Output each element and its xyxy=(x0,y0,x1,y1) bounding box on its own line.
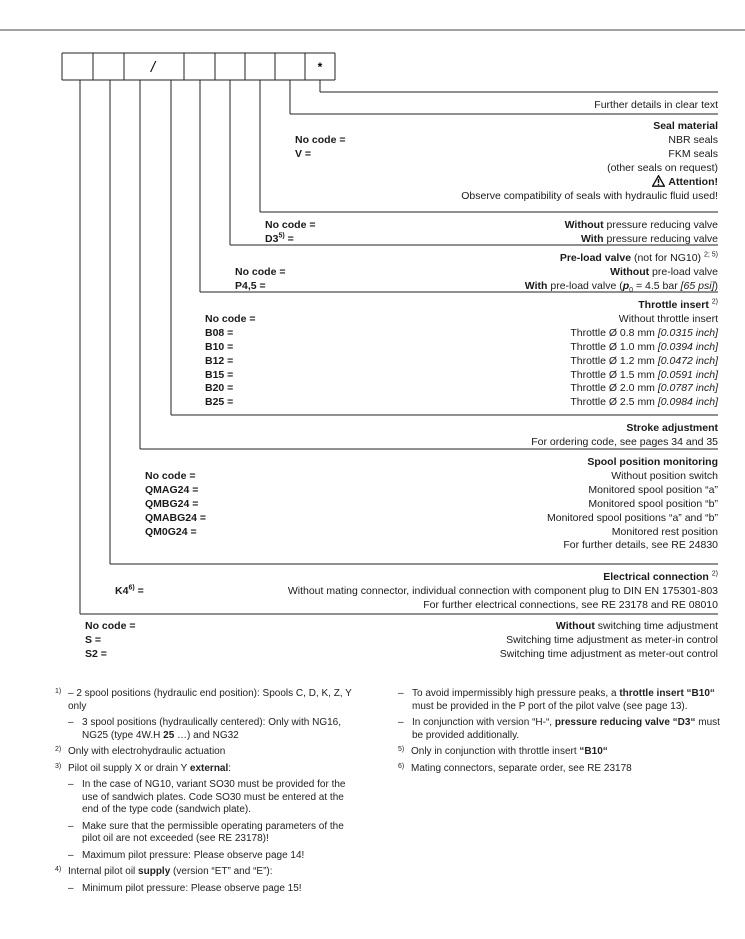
code-electrical-0: $K4^{6)}$ = xyxy=(115,584,144,597)
code-throttle-1: B08 = xyxy=(205,326,234,339)
footnotes-left xyxy=(55,688,355,899)
desc-seal-2: (other seals on request) xyxy=(607,161,718,174)
code-prv-0: No code = xyxy=(265,219,316,231)
code-star: * xyxy=(317,60,323,74)
desc-throttle-4: Throttle Ø 1.5 mm [0.0591 inch] xyxy=(570,368,718,381)
desc-preload-0: Without pre-load valve xyxy=(610,265,718,278)
footnotes-right xyxy=(398,688,723,779)
footnote-4: 4) Internal pilot oil supply (version “ET” and “E”): xyxy=(55,866,273,877)
code-throttle-2: B10 = xyxy=(205,340,234,353)
code-spool-4: QM0G24 = xyxy=(145,525,197,538)
desc-spool-0: Without position switch xyxy=(611,469,718,482)
desc-throttle-3: Throttle Ø 1.2 mm [0.0472 inch] xyxy=(570,354,718,367)
desc-prv-0: Without pressure reducing valve xyxy=(564,219,718,231)
footnote-item: – In conjunction with version “H-“, pressure reducing valve “D3“ must be provided additionally. xyxy=(398,717,720,741)
code-preload-1: P4,5 = xyxy=(235,279,266,292)
footnote-marker: 2) xyxy=(55,746,62,753)
footnote-3: 3) Pilot oil supply X or drain Y external: xyxy=(55,762,232,774)
footnote-marker: 1) xyxy=(55,688,62,695)
desc-spool-4: Monitored rest position xyxy=(611,525,718,538)
section-title-preload: Pre-load valve (not for NG10) $^{2; 5)}$ xyxy=(559,251,718,264)
footnote-item: – In the case of NG10, variant SO30 must be provided for the use of sandwich plates. Code SO30 must be entered at the end of the type code (sandwich plate). xyxy=(68,779,346,815)
code-spool-1: QMAG24 = xyxy=(145,483,199,496)
section-title-spool: Spool position monitoring xyxy=(587,456,718,468)
desc-switching-2: Switching time adjustment as meter-out control xyxy=(499,647,718,660)
warning-icon xyxy=(652,175,665,187)
code-preload-0: No code = xyxy=(235,265,286,278)
footnote-2: 2) Only with electrohydraulic actuation xyxy=(55,746,226,757)
footnote-item: – Make sure that the permissible operating parameters of the pilot oil are not exceeded (see RE 23178)! xyxy=(68,820,344,844)
desc-switching-0: Without switching time adjustment xyxy=(555,620,718,632)
footnote-marker: 3) xyxy=(55,762,62,770)
footnote-item: – To avoid impermissibly high pressure peaks, a throttle insert “B10“ must be provided in the P port of the pilot valve (see page 13). xyxy=(398,688,715,712)
footnote-marker: 6) xyxy=(398,762,405,770)
code-slash: / xyxy=(150,59,156,76)
desc-seal-0: NBR seals xyxy=(668,133,718,146)
footnote-5: 5) Only in conjunction with throttle insert “B10“ xyxy=(398,746,608,757)
desc-throttle-0: Without throttle insert xyxy=(618,312,718,325)
desc-electrical-0: Without mating connector, individual connection with component plug to DIN EN 175301-803 xyxy=(287,584,718,597)
desc-details-0: Further details in clear text xyxy=(594,99,718,111)
code-spool-3: QMABG24 = xyxy=(145,511,206,524)
desc-spool-1: Monitored spool position “a” xyxy=(588,483,718,496)
section-title-electrical: Electrical connection $^{2)}$ xyxy=(603,570,718,583)
desc-switching-1: Switching time adjustment as meter-in control xyxy=(506,633,718,646)
desc-throttle-1: Throttle Ø 0.8 mm [0.0315 inch] xyxy=(570,326,718,339)
footnote-marker: 5) xyxy=(398,746,405,753)
desc-seal-4: Observe compatibility of seals with hydraulic fluid used! xyxy=(461,189,718,202)
desc-electrical-1: For further electrical connections, see RE 23178 and RE 08010 xyxy=(423,598,718,611)
code-throttle-3: B12 = xyxy=(205,354,234,367)
footnote-marker: 4) xyxy=(55,866,62,873)
footnote-item: – 3 spool positions (hydraulically centered): Only with NG16, NG25 (type 4W.H 25 …) and NG32 xyxy=(68,717,342,741)
code-spool-2: QMBG24 = xyxy=(145,497,199,510)
code-switching-0: No code = xyxy=(85,620,136,632)
desc-stroke-0: For ordering code, see pages 34 and 35 xyxy=(531,435,718,448)
desc-throttle-2: Throttle Ø 1.0 mm [0.0394 inch] xyxy=(570,340,718,353)
footnote-item: – Minimum pilot pressure: Please observe page 15! xyxy=(68,882,302,894)
section-title-seal: Seal material xyxy=(653,120,718,132)
desc-seal-3: Attention! xyxy=(652,175,718,189)
code-box xyxy=(62,53,335,80)
code-throttle-0: No code = xyxy=(205,312,256,325)
code-switching-1: S = xyxy=(85,633,102,646)
section-title-stroke: Stroke adjustment xyxy=(626,422,718,434)
desc-spool-5: For further details, see RE 24830 xyxy=(563,539,718,552)
code-throttle-4: B15 = xyxy=(205,368,234,381)
desc-throttle-6: Throttle Ø 2.5 mm [0.0984 inch] xyxy=(570,396,718,409)
code-prv-1: $D3^{5)}$ = xyxy=(265,232,294,245)
code-throttle-6: B25 = xyxy=(205,396,234,409)
code-throttle-5: B20 = xyxy=(205,382,234,395)
code-seal-0: No code = xyxy=(295,133,346,146)
desc-throttle-5: Throttle Ø 2.0 mm [0.0787 inch] xyxy=(570,382,718,395)
desc-spool-2: Monitored spool position “b” xyxy=(588,497,718,510)
desc-spool-3: Monitored spool positions “a” and “b” xyxy=(546,511,718,524)
footnote-1: 1) – 2 spool positions (hydraulic end position): Spools C, D, K, Z, Y only xyxy=(55,688,352,712)
footnote-item: – Maximum pilot pressure: Please observe page 14! xyxy=(68,849,305,861)
desc-prv-1: With pressure reducing valve xyxy=(580,232,718,245)
desc-preload-1: With pre-load valve ($p_0 = 4.5$ bar [65 psi]) xyxy=(524,279,718,294)
code-seal-1: V = xyxy=(295,147,312,160)
code-spool-0: No code = xyxy=(145,469,196,482)
footnote-6: 6) Mating connectors, separate order, see RE 23178 xyxy=(398,762,632,774)
code-switching-2: S2 = xyxy=(85,647,107,660)
section-title-throttle: Throttle insert $^{2)}$ xyxy=(638,298,718,311)
desc-seal-1: FKM seals xyxy=(668,147,718,160)
